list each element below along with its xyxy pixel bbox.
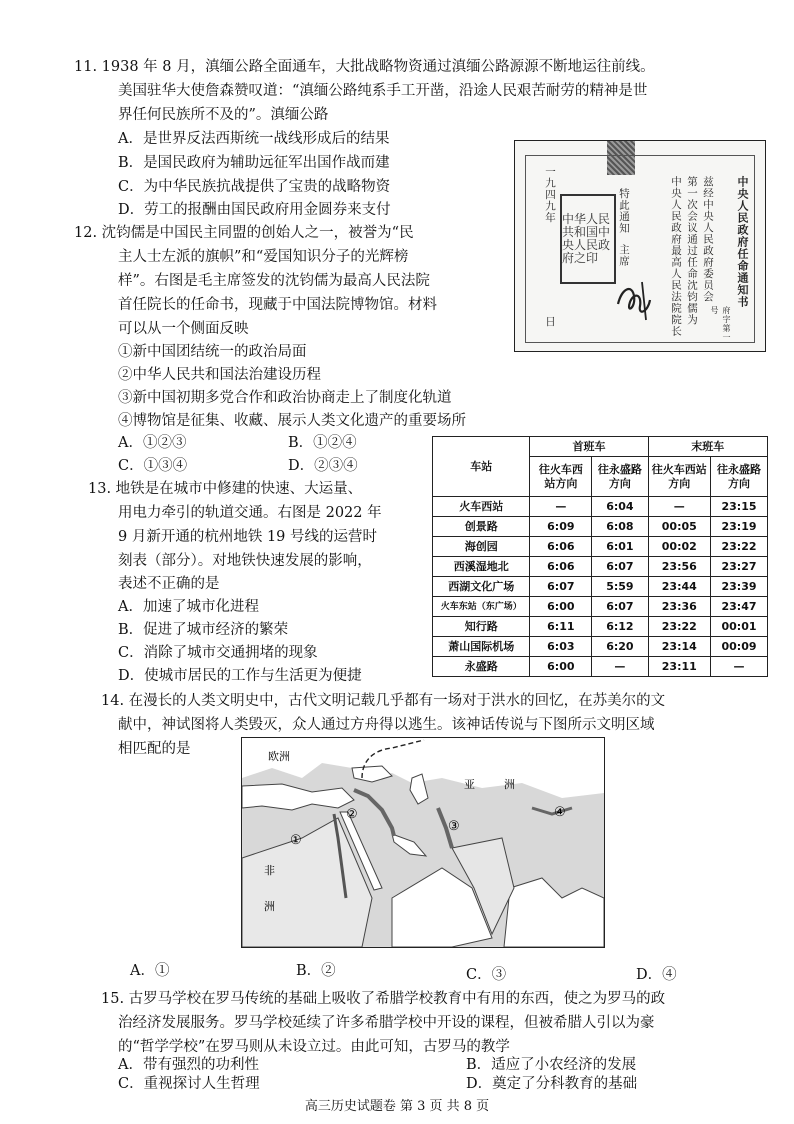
station-name-cell: 火车东站（东广场） [433,597,530,617]
civilization-map [241,737,605,948]
certificate-col2: 第一次会议通过任命沈钧儒为 [686,176,698,326]
time-cell: 23:36 [648,597,710,617]
time-cell: — [711,657,768,677]
header-last-train: 末班车 [648,437,767,457]
q15-option-c[interactable]: C．重视探讨人生哲理 [118,1076,260,1092]
q14-option-a[interactable]: A．① [130,963,170,979]
time-cell: 23:22 [711,537,768,557]
time-cell: 6:00 [530,657,592,677]
metro-timetable [432,436,768,677]
q12-option-a[interactable]: A．①②③ [118,435,187,451]
station-name-cell: 海创园 [433,537,530,557]
q11-option-d[interactable]: D．劳工的报酬由国民政府用金圆券来支付 [118,202,391,218]
timetable-row [433,497,768,517]
time-cell: 23:27 [711,557,768,577]
q12-option-d[interactable]: D．②③④ [288,458,358,474]
time-cell: 6:06 [530,557,592,577]
header-station: 车站 [433,437,530,497]
time-cell: 6:12 [592,617,648,637]
timetable-row [433,577,768,597]
time-cell: 6:07 [592,597,648,617]
q11-option-c[interactable]: C．为中华民族抗战提供了宝贵的战略物资 [118,179,391,195]
station-name-cell: 西溪湿地北 [433,557,530,577]
q13-stem-line5: 表述不正确的是 [118,576,220,592]
q15-stem-line3: 的“哲学学校”在罗马则从未设立过。由此可知，古罗马的教学 [118,1039,510,1055]
q13-option-c[interactable]: C．消除了城市交通拥堵的现象 [118,645,318,661]
label-africa-1: 非 [264,864,275,877]
time-cell: 00:09 [711,637,768,657]
label-asia-1: 亚 [464,778,475,791]
time-cell: 23:56 [648,557,710,577]
q11-stem-line1: 11. 1938 年 8 月，滇缅公路全面通车，大批战略物资通过滇缅公路源源不断地运往前线。 [74,59,655,75]
time-cell: — [530,497,592,517]
q15-option-d[interactable]: D．奠定了分科教育的基础 [466,1076,638,1092]
station-name-cell: 西湖文化广场 [433,577,530,597]
time-cell: — [648,497,710,517]
q12-stem-line5: 可以从一个侧面反映 [118,321,249,337]
q14-stem-line3: 相匹配的是 [118,741,191,757]
q14-stem-line1: 14. 在漫长的人类文明史中，古代文明记载几乎都有一场对于洪水的回忆，在苏美尔的文 [101,693,666,709]
time-cell: 00:01 [711,617,768,637]
header-dir-yongsheng-last: 往永盛路方向 [711,457,768,497]
marker-2: ② [346,807,358,822]
q14-option-b[interactable]: B．② [296,963,336,979]
appointment-certificate-image [514,140,766,352]
header-dir-yongsheng-first: 往永盛路方向 [592,457,648,497]
government-seal: 中华人民共和国中央人民政府之印 [560,194,616,284]
chairman-signature [612,274,656,324]
time-cell: 5:59 [592,577,648,597]
timetable-body [433,497,768,677]
map-drawing [242,738,604,947]
header-first-train: 首班车 [530,437,648,457]
time-cell: 6:20 [592,637,648,657]
q13-stem-line3: 9 月新开通的杭州地铁 19 号线的运营时 [118,529,378,545]
time-cell: 6:04 [592,497,648,517]
time-cell: 23:19 [711,517,768,537]
q13-stem-line1: 13. 地铁是在城市中修建的快速、大运量、 [88,481,363,497]
marker-1: ① [290,833,302,848]
q12-stem-line3: 样”。右图是毛主席签发的沈钧儒为最高人民法院 [118,273,430,289]
q12-item-2: ②中华人民共和国法治建设历程 [118,367,321,383]
q12-stem-line2: 主人士左派的旗帜”和“爱国知识分子的光辉榜 [118,249,409,265]
time-cell: 00:05 [648,517,710,537]
station-name-cell: 火车西站 [433,497,530,517]
time-cell: 6:09 [530,517,592,537]
q13-option-a[interactable]: A．加速了城市化进程 [118,599,259,615]
q13-stem-line2: 用电力牵引的轨道交通。右图是 2022 年 [118,505,382,521]
station-name-cell: 萧山国际机场 [433,637,530,657]
label-asia-2: 洲 [504,778,515,791]
timetable-row [433,637,768,657]
q12-item-1: ①新中国团结统一的政治局面 [118,344,307,360]
certificate-day: 日 [544,316,556,328]
header-dir-west-first: 往火车西站方向 [530,457,592,497]
time-cell: 23:22 [648,617,710,637]
q14-option-c[interactable]: C．③ [466,967,507,983]
q11-stem-line3: 界任何民族所不及的”。滇缅公路 [118,107,329,123]
q15-stem-line2: 治经济发展服务。罗马学校延续了许多希腊学校中开设的课程，但被希腊人引以为豪 [118,1015,655,1031]
q13-stem-line4: 刻表（部分）。对地铁快速发展的影响， [118,553,372,569]
q12-item-3: ③新中国初期多党合作和政治协商走上了制度化轨道 [118,390,452,406]
time-cell: 6:08 [592,517,648,537]
time-cell: 23:39 [711,577,768,597]
label-europe: 欧洲 [268,750,290,763]
q14-stem-line2: 献中，神试图将人类毁灭，众人通过方舟得以逃生。该神话传说与下图所示文明区域 [118,717,655,733]
time-cell: 6:07 [530,577,592,597]
time-cell: 23:14 [648,637,710,657]
time-cell: 23:47 [711,597,768,617]
station-name-cell: 创景路 [433,517,530,537]
q12-stem-line1: 12. 沈钧儒是中国民主同盟的创始人之一，被誉为“民 [74,225,414,241]
q12-item-4: ④博物馆是征集、收藏、展示人类文化遗产的重要场所 [118,413,466,429]
q15-stem-line1: 15. 古罗马学校在罗马传统的基础上吸收了希腊学校教育中有用的东西，使之为罗马的政 [101,991,666,1007]
q11-stem-line2: 美国驻华大使詹森赞叹道：“滇缅公路纯系手工开凿，沿途人民艰苦耐劳的精神是世 [118,83,648,99]
page-footer: 高三历史试题卷 第 3 页 共 8 页 [304,1099,490,1114]
time-cell: 6:01 [592,537,648,557]
marker-4: ④ [554,805,566,820]
time-cell: — [592,657,648,677]
time-cell: 23:11 [648,657,710,677]
q12-option-c[interactable]: C．①③④ [118,458,188,474]
certificate-col3: 中央人民政府最高人民法院院长 [670,176,682,337]
q15-option-b[interactable]: B．适应了小农经济的发展 [466,1057,637,1073]
certificate-title: 中央人民政府任命通知书 [736,176,749,308]
q11-option-a[interactable]: A．是世界反法西斯统一战线形成后的结果 [118,131,390,147]
header-dir-west-last: 往火车西站方向 [648,457,710,497]
certificate-frame [525,155,755,343]
certificate-col1: 兹经中央人民政府委员会 [702,176,714,303]
q14-option-d[interactable]: D．④ [636,967,677,983]
q15-option-a[interactable]: A．带有强烈的功利性 [118,1057,259,1073]
q11-option-b[interactable]: B．是国民政府为辅助远征军出国作战而建 [118,155,390,171]
timetable-row [433,617,768,637]
q12-option-b[interactable]: B．①②④ [288,435,357,451]
timetable-row [433,537,768,557]
certificate-date: 一九四九年 [544,166,556,224]
time-cell: 6:00 [530,597,592,617]
time-cell: 00:02 [648,537,710,557]
timetable-row [433,557,768,577]
certificate-chair: 主席 [618,244,630,267]
time-cell: 6:06 [530,537,592,557]
q13-option-b[interactable]: B．促进了城市经济的繁荣 [118,622,289,638]
station-name-cell: 知行路 [433,617,530,637]
time-cell: 23:44 [648,577,710,597]
timetable-row [433,657,768,677]
station-name-cell: 永盛路 [433,657,530,677]
marker-3: ③ [448,819,460,834]
certificate-number: 府字第一号 [710,306,731,342]
time-cell: 23:15 [711,497,768,517]
time-cell: 6:03 [530,637,592,657]
time-cell: 6:07 [592,557,648,577]
timetable-row [433,597,768,617]
certificate-notice: 特此通知 [618,188,630,234]
q12-stem-line4: 首任院长的任命书，现藏于中国法院博物馆。材料 [118,297,437,313]
time-cell: 6:11 [530,617,592,637]
q13-option-d[interactable]: D．使城市居民的工作与生活更为便捷 [118,668,362,684]
label-africa-2: 洲 [264,900,275,913]
timetable-row [433,517,768,537]
